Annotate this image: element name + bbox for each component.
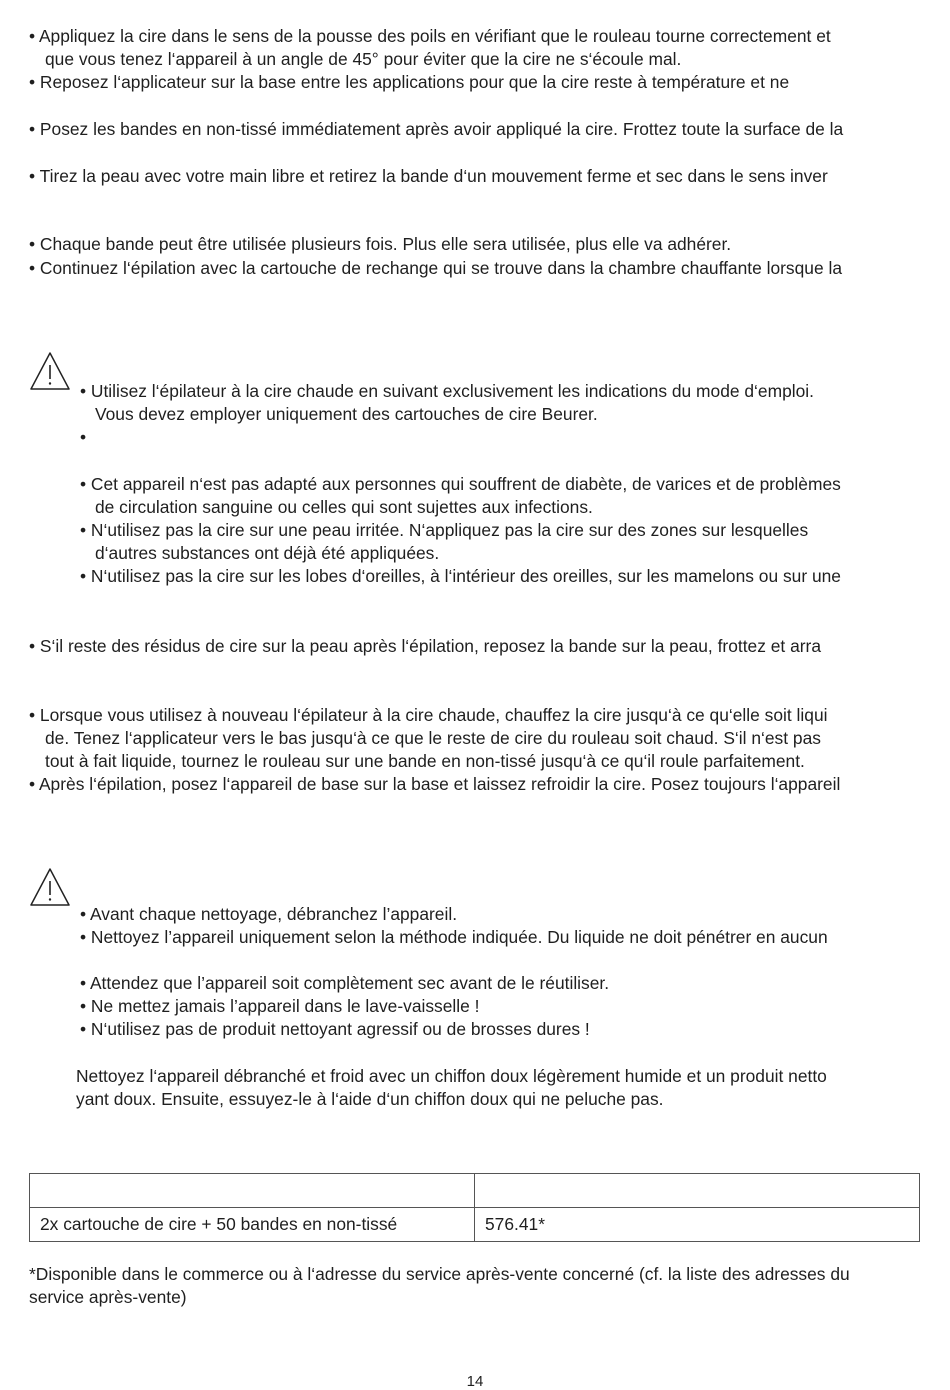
table-header-cell <box>475 1174 920 1208</box>
cleaning-text: Nettoyez l‘appareil débranché et froid avec un chiffon doux légèrement humide et un produit netto <box>76 1066 827 1086</box>
instruction-line: tout à fait liquide, tournez le rouleau sur une bande en non-tissé jusqu‘à ce qu‘il roule parfaitement. <box>45 751 805 771</box>
warning-line: Vous devez employer uniquement des cartouches de cire Beurer. <box>95 404 598 424</box>
page-number: 14 <box>466 1373 484 1390</box>
instruction-line: • Posez les bandes en non-tissé immédiatement après avoir appliqué la cire. Frottez toute la surface de la <box>29 119 844 139</box>
warning-line: • N‘utilisez pas la cire sur les lobes d‘oreilles, à l‘intérieur des oreilles, sur les mamelons ou sur une <box>80 566 841 586</box>
warning-line: • Utilisez l‘épilateur à la cire chaude en suivant exclusivement les indications du mode d‘emploi. <box>80 381 814 401</box>
warning-line: • Avant chaque nettoyage, débranchez l’appareil. <box>80 904 458 924</box>
instruction-line: • Appliquez la cire dans le sens de la pousse des poils en vérifiant que le rouleau tourne correctement et <box>29 26 831 46</box>
warning-line: • Attendez que l’appareil soit complètement sec avant de le réutiliser. <box>80 973 610 993</box>
table-header-cell <box>30 1174 475 1208</box>
cleaning-text: yant doux. Ensuite, essuyez-le à l‘aide d‘un chiffon doux qui ne peluche pas. <box>76 1089 664 1109</box>
table-cell: 576.41* <box>475 1208 920 1242</box>
warning-line: • Cet appareil n‘est pas adapté aux personnes qui souffrent de diabète, de varices et de problèmes <box>80 474 841 494</box>
accessories-table <box>29 1173 920 1242</box>
footnote: *Disponible dans le commerce ou à l‘adresse du service après-vente concerné (cf. la liste des adresses du <box>29 1264 850 1284</box>
instruction-line: • Chaque bande peut être utilisée plusieurs fois. Plus elle sera utilisée, plus elle va adhérer. <box>29 234 732 254</box>
instruction-line: • Après l‘épilation, posez l‘appareil de base sur la base et laissez refroidir la cire. Posez toujours l‘appareil <box>29 774 841 794</box>
warning-line: • Ne mettez jamais l’appareil dans le lave-vaisselle ! <box>80 996 480 1016</box>
footnote: service après-vente) <box>29 1287 187 1307</box>
warning-line: d‘autres substances ont déjà été appliquées. <box>95 543 440 563</box>
instruction-line: que vous tenez l‘appareil à un angle de 45° pour éviter que la cire ne s‘écoule mal. <box>45 49 682 69</box>
warning-line: • Nettoyez l’appareil uniquement selon la méthode indiquée. Du liquide ne doit pénétrer en aucun <box>80 927 828 947</box>
table-header-row <box>30 1174 920 1208</box>
warning-line: • N‘utilisez pas la cire sur une peau irritée. N‘appliquez pas la cire sur des zones sur lesquelles <box>80 520 809 540</box>
instruction-line: de. Tenez l‘applicateur vers le bas jusqu‘à ce que le reste de cire du rouleau soit chaud. S‘il n‘est pas <box>45 728 821 748</box>
instruction-line: • Lorsque vous utilisez à nouveau l‘épilateur à la cire chaude, chauffez la cire jusqu‘à ce qu‘elle soit liqui <box>29 705 828 725</box>
warning-line: • <box>80 427 87 447</box>
table-cell: 2x cartouche de cire + 50 bandes en non-tissé <box>30 1208 475 1242</box>
warning-triangle-icon <box>29 867 71 912</box>
instruction-line: • Tirez la peau avec votre main libre et retirez la bande d‘un mouvement ferme et sec dans le sens inver <box>29 166 828 186</box>
instruction-line: • S‘il reste des résidus de cire sur la peau après l‘épilation, reposez la bande sur la peau, frottez et arra <box>29 636 821 656</box>
instruction-line: • Continuez l‘épilation avec la cartouche de rechange qui se trouve dans la chambre chauffante lorsque la <box>29 258 843 278</box>
warning-line: de circulation sanguine ou celles qui sont sujettes aux infections. <box>95 497 593 517</box>
warning-triangle-icon <box>29 351 71 396</box>
table-row <box>30 1208 920 1242</box>
warning-line: • N‘utilisez pas de produit nettoyant agressif ou de brosses dures ! <box>80 1019 590 1039</box>
instruction-line: • Reposez l‘applicateur sur la base entre les applications pour que la cire reste à température et ne <box>29 72 790 92</box>
